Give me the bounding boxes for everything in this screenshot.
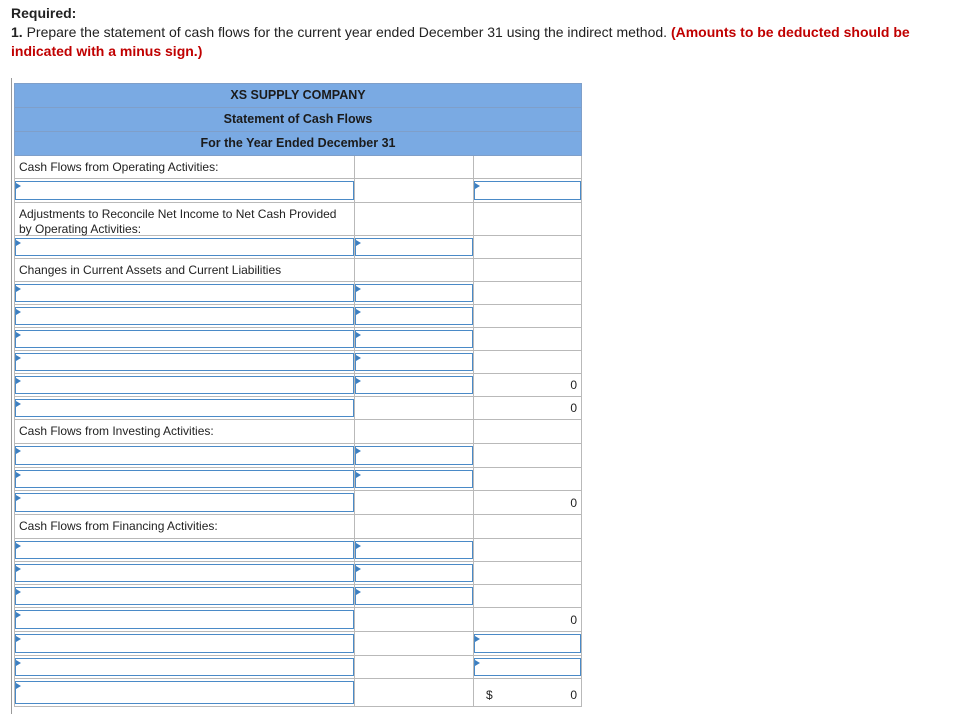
table-row (15, 585, 581, 608)
table-row (15, 305, 581, 328)
statement-grid (14, 156, 582, 707)
statement-title: Statement of Cash Flows (14, 107, 582, 131)
change-amount-input[interactable] (355, 376, 473, 394)
beginning-cash-label-input[interactable] (15, 658, 354, 676)
table-row (15, 156, 581, 179)
required-heading: Required: (11, 5, 77, 21)
change-account-input[interactable] (15, 353, 354, 371)
change-account-input[interactable] (15, 284, 354, 302)
financing-total-label-input[interactable] (15, 610, 354, 629)
currency-symbol: $ (486, 688, 493, 702)
left-border-line (11, 78, 12, 714)
financing-account-input[interactable] (15, 587, 354, 605)
change-amount-input[interactable] (355, 284, 473, 302)
financing-amount-input[interactable] (355, 587, 473, 605)
financing-account-input[interactable] (15, 564, 354, 582)
ending-cash-label-input[interactable] (15, 681, 354, 704)
table-row (15, 539, 581, 562)
table-row (15, 351, 581, 374)
company-name: XS SUPPLY COMPANY (14, 83, 582, 107)
instruction-text: Prepare the statement of cash flows for the current year ended December 31 using the indirect method. (22, 24, 671, 40)
operating-total: 0 (570, 401, 577, 415)
table-row (15, 632, 581, 656)
table-row (15, 608, 581, 632)
adjustment-amount-input[interactable] (355, 238, 473, 256)
operating-activities-label: Cash Flows from Operating Activities: (19, 160, 219, 174)
investing-account-input[interactable] (15, 446, 354, 465)
operating-amount-input[interactable] (474, 181, 581, 200)
operating-account-input[interactable] (15, 181, 354, 200)
change-account-input[interactable] (15, 330, 354, 348)
change-account-input[interactable] (15, 376, 354, 394)
table-row (15, 374, 581, 397)
table-row (15, 328, 581, 351)
part-number: 1. (11, 24, 23, 40)
table-row (15, 203, 581, 236)
investing-total-label-input[interactable] (15, 493, 354, 512)
ending-cash-total: 0 (570, 688, 577, 702)
statement-period: For the Year Ended December 31 (14, 131, 582, 156)
table-row (15, 259, 581, 282)
financing-amount-input[interactable] (355, 564, 473, 582)
change-amount-input[interactable] (355, 353, 473, 371)
table-row (15, 444, 581, 468)
change-account-input[interactable] (15, 307, 354, 325)
investing-amount-input[interactable] (355, 470, 473, 488)
financing-activities-label: Cash Flows from Financing Activities: (19, 519, 218, 533)
table-row (15, 515, 581, 539)
financing-amount-input[interactable] (355, 541, 473, 559)
investing-amount-input[interactable] (355, 446, 473, 465)
change-amount-input[interactable] (355, 330, 473, 348)
table-row (15, 562, 581, 585)
changes-label: Changes in Current Assets and Current Liabilities (19, 263, 282, 277)
investing-total: 0 (570, 496, 577, 510)
table-row (15, 420, 581, 444)
table-row (15, 179, 581, 203)
table-row (15, 679, 581, 707)
financing-total: 0 (570, 613, 577, 627)
instructions (11, 4, 951, 61)
table-row (15, 468, 581, 491)
cash-flow-statement (14, 83, 582, 707)
investing-activities-label: Cash Flows from Investing Activities: (19, 424, 214, 438)
adjustment-account-input[interactable] (15, 238, 354, 256)
instruction-note: (Amounts to be deducted should be indicated with a minus sign.) (11, 24, 910, 59)
operating-total-label-input[interactable] (15, 399, 354, 417)
net-change-label-input[interactable] (15, 634, 354, 653)
change-amount-input[interactable] (355, 307, 473, 325)
net-change-amount-input[interactable] (474, 634, 581, 653)
investing-account-input[interactable] (15, 470, 354, 488)
table-row (15, 397, 581, 420)
changes-subtotal: 0 (570, 378, 577, 392)
financing-account-input[interactable] (15, 541, 354, 559)
adjustments-label: Adjustments to Reconcile Net Income to Net Cash Provided by Operating Activities: (19, 207, 337, 236)
beginning-cash-amount-input[interactable] (474, 658, 581, 676)
table-row (15, 656, 581, 679)
table-row (15, 491, 581, 515)
table-row (15, 282, 581, 305)
table-row (15, 236, 581, 259)
